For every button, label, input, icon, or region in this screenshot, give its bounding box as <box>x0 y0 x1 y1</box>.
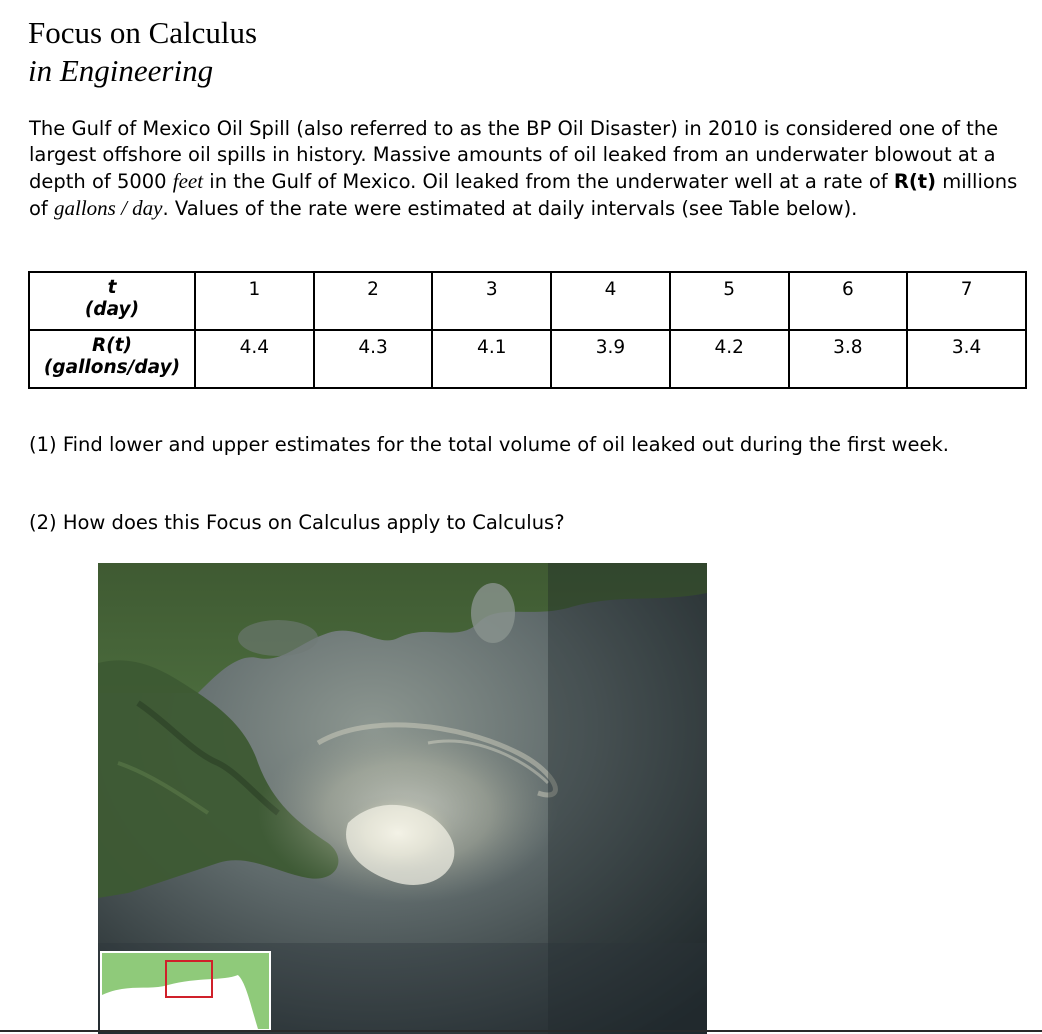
intro-text-3: millions of <box>29 170 1018 220</box>
table-row-t <box>29 272 1026 330</box>
table-row-r <box>29 330 1026 388</box>
t-cell: 3 <box>432 272 551 330</box>
t-cell: 1 <box>195 272 314 330</box>
r-cell: 4.1 <box>432 330 551 388</box>
question-2: (2) How does this Focus on Calculus apply to Calculus? <box>29 511 565 534</box>
rate-table <box>28 271 1027 389</box>
question-1: (1) Find lower and upper estimates for the total volume of oil leaked out during the first week. <box>29 433 949 456</box>
intro-paragraph <box>29 116 1019 222</box>
r-cell: 4.3 <box>314 330 433 388</box>
row-label-r-name: R(t) <box>92 335 132 356</box>
unit-rate: gallons / day <box>54 196 163 220</box>
t-cell: 4 <box>551 272 670 330</box>
unit-feet: feet <box>172 169 204 193</box>
intro-text-4: . Values of the rate were estimated at daily intervals (see Table below). <box>162 197 858 220</box>
row-label-t-unit: (day) <box>84 299 140 320</box>
gulf-coast-locator-map <box>100 951 271 1031</box>
t-cell: 7 <box>907 272 1026 330</box>
bottom-divider <box>0 1030 1042 1032</box>
rate-function: R(t) <box>893 170 937 193</box>
t-cell: 5 <box>670 272 789 330</box>
row-label-t <box>29 272 195 330</box>
intro-text-1: The Gulf of Mexico Oil Spill (also referred to as the BP Oil Disaster) in 2010 is considered one of the largest offshore oil spills in history. Massive amounts of oil leaked from an underwater blowout at a depth of 5000 <box>29 117 999 193</box>
t-cell: 2 <box>314 272 433 330</box>
page-title: Focus on Calculus <box>28 15 258 50</box>
intro-text-2: in the Gulf of Mexico. Oil leaked from the underwater well at a rate of <box>203 170 894 193</box>
satellite-photo-oil-spill <box>98 563 707 1034</box>
row-label-t-name: t <box>107 277 117 298</box>
page-subtitle: in Engineering <box>28 53 214 88</box>
r-cell: 3.9 <box>551 330 670 388</box>
row-label-r-unit: (gallons/day) <box>43 357 181 378</box>
t-cell: 6 <box>789 272 908 330</box>
r-cell: 4.2 <box>670 330 789 388</box>
satellite-photo-oil-spill-image <box>98 563 707 1034</box>
r-cell: 3.8 <box>789 330 908 388</box>
row-label-r <box>29 330 195 388</box>
r-cell: 4.4 <box>195 330 314 388</box>
r-cell: 3.4 <box>907 330 1026 388</box>
